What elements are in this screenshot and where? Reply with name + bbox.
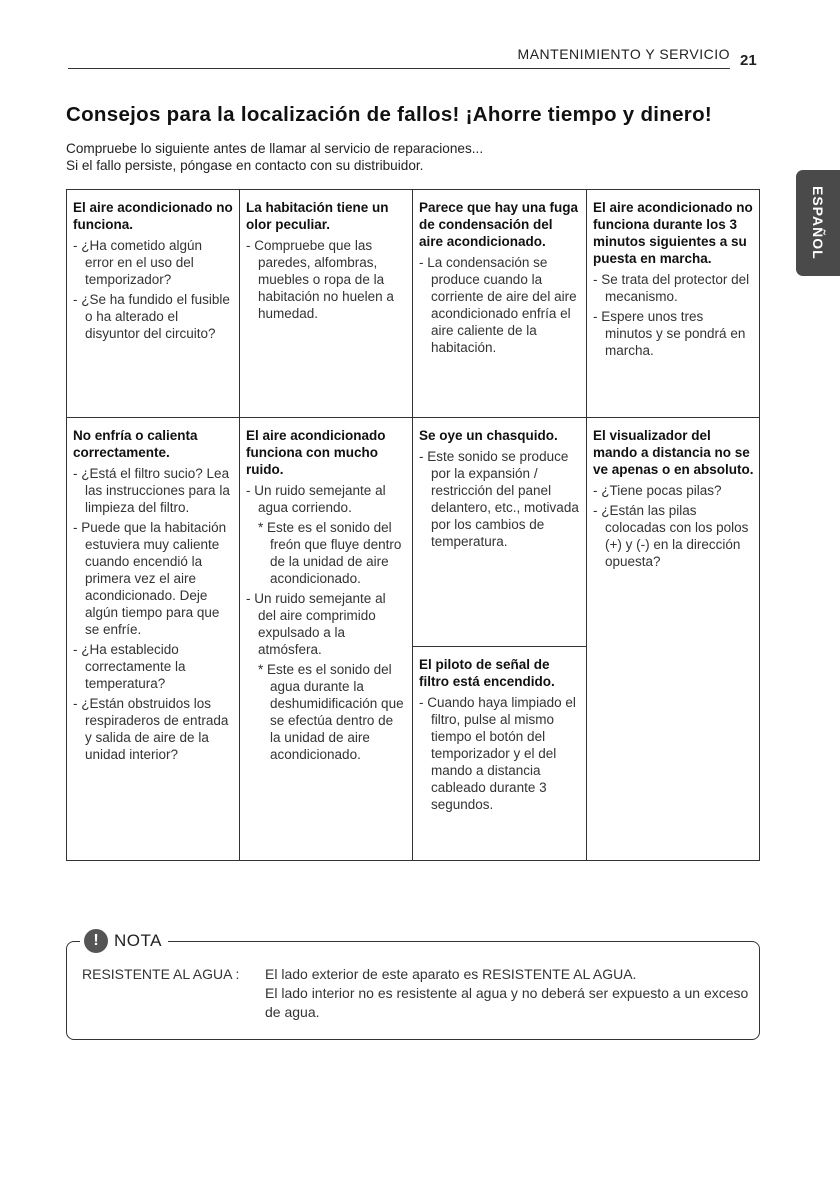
note-item: * Este es el sonido del agua durante la deshumidificación que se efectúa dentro de la unidad de aire acondicionado. [246, 661, 406, 763]
note-item: * Este es el sonido del freón que fluye dentro de la unidad de aire acondicionado. [246, 519, 406, 587]
nota-text [265, 965, 755, 1022]
cell-no-funciona [67, 190, 239, 345]
page-title: Consejos para la localización de fallos! ¡Ahorre tiempo y dinero! [66, 103, 713, 126]
cell-title: El piloto de señal de filtro está encendido. [419, 657, 555, 689]
list-item: - Un ruido semejante al agua corriendo. [246, 482, 406, 516]
cell-piloto-filtro [413, 647, 586, 816]
list-item: - ¿Tiene pocas pilas? [593, 482, 754, 499]
list-item: - ¿Está el filtro sucio? Lea las instrucciones para la limpieza del filtro. [73, 465, 233, 516]
header-rule [68, 68, 730, 69]
cell-tres-minutos [587, 190, 760, 362]
list-item: - La condensación se produce cuando la corriente de aire del aire acondicionado enfría el aire caliente de la habitación. [419, 254, 580, 356]
cell-fuga-condensacion [413, 190, 586, 359]
troubleshooting-table [66, 189, 760, 861]
intro [66, 140, 483, 174]
cell-visualizador-mando [587, 418, 760, 573]
cell-title: No enfría o calienta correctamente. [73, 428, 198, 460]
nota-line: El lado exterior de este aparato es RESISTENTE AL AGUA. [265, 966, 637, 982]
cell-no-enfria [67, 418, 239, 766]
page-number: 21 [740, 52, 757, 69]
cell-title: El aire acondicionado funciona con mucho ruido. [246, 428, 386, 477]
cell-olor-peculiar [240, 190, 412, 325]
list-item: - ¿Están las pilas colocadas con los polos (+) y (-) en la dirección opuesta? [593, 502, 754, 570]
nota-term: RESISTENTE AL AGUA : [82, 966, 240, 982]
nota-line: El lado interior no es resistente al agua y no deberá ser expuesto a un exceso de agua. [265, 985, 749, 1020]
language-tab-label: ESPAÑOL [810, 186, 826, 260]
nota-header [80, 927, 168, 955]
header-section-title: MANTENIMIENTO Y SERVICIO [517, 46, 730, 62]
list-item: - Un ruido semejante al del aire comprimido expulsado a la atmósfera. [246, 590, 406, 658]
list-item: - Espere unos tres minutos y se pondrá en marcha. [593, 308, 754, 359]
list-item: - ¿Se ha fundido el fusible o ha alterado el disyuntor del circuito? [73, 291, 233, 342]
list-item: - Puede que la habitación estuviera muy caliente cuando encendió la primera vez el aire acondicionado. Deje algún tiempo para que se enfríe. [73, 519, 233, 638]
cell-title: El aire acondicionado no funciona durante los 3 minutos siguientes a su puesta en marcha. [593, 200, 753, 266]
cell-chasquido [413, 418, 586, 553]
list-item: - Compruebe que las paredes, alfombras, muebles o ropa de la habitación no huelen a humedad. [246, 237, 406, 322]
cell-title: Se oye un chasquido. [419, 428, 558, 443]
cell-title: El visualizador del mando a distancia no se ve apenas o en absoluto. [593, 428, 754, 477]
language-tab [796, 170, 840, 276]
list-item: - Este sonido se produce por la expansión / restricción del panel delantero, etc., motivada por los cambios de temperatura. [419, 448, 580, 550]
intro-line: Compruebe lo siguiente antes de llamar al servicio de reparaciones... [66, 141, 484, 156]
cell-title: La habitación tiene un olor peculiar. [246, 200, 389, 232]
cell-title: Parece que hay una fuga de condensación del aire acondicionado. [419, 200, 579, 249]
list-item: - ¿Ha cometido algún error en el uso del temporizador? [73, 237, 233, 288]
cell-title: El aire acondicionado no funciona. [73, 200, 233, 232]
list-item: - ¿Ha establecido correctamente la temperatura? [73, 641, 233, 692]
list-item: - ¿Están obstruidos los respiraderos de entrada y salida de aire de la unidad interior? [73, 695, 233, 763]
cell-mucho-ruido [240, 418, 412, 766]
exclamation-icon: ! [84, 929, 108, 953]
list-item: - Se trata del protector del mecanismo. [593, 271, 754, 305]
intro-line: Si el fallo persiste, póngase en contacto con su distribuidor. [66, 158, 424, 173]
nota-label: NOTA [114, 931, 162, 950]
list-item: - Cuando haya limpiado el filtro, pulse al mismo tiempo el botón del temporizador y el del mando a distancia cableado durante 3 segundos. [419, 694, 580, 813]
